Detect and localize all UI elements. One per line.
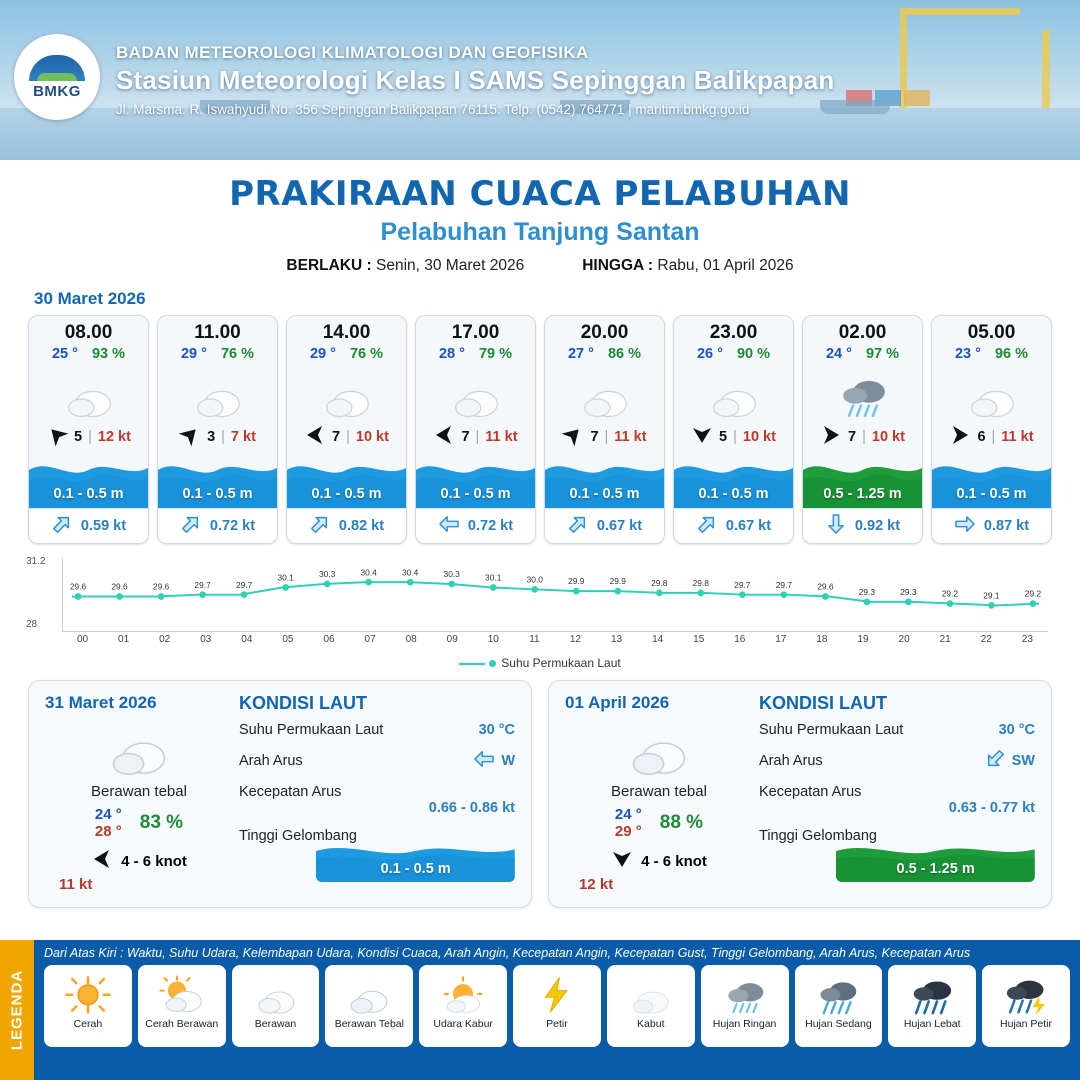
weather-hujan-petir-icon: [1000, 971, 1052, 1019]
weather-cerah-icon: [62, 971, 114, 1019]
panel-temp-min: 24 °: [94, 806, 122, 823]
forecast-card: [673, 315, 794, 544]
wind-gust: 10 kt: [871, 429, 905, 445]
chart-y-min: 28: [26, 619, 38, 630]
panel-humidity: 83 %: [139, 812, 184, 833]
forecast-card: [157, 315, 278, 544]
panel-current-direction-arrow-icon: [473, 750, 495, 772]
svg-text:29.8: 29.8: [651, 577, 668, 588]
forecast-time: 11.00: [194, 322, 241, 343]
page-header: [0, 0, 1080, 160]
wind-separator: |: [88, 429, 92, 445]
forecast-humidity: 93 %: [91, 346, 126, 362]
legend-item: [701, 965, 789, 1047]
chart-x-tick: 06: [323, 634, 335, 645]
station-name: Stasiun Meteorologi Kelas I SAMS Sepinggan Balikpapan: [116, 65, 835, 95]
wind-direction-arrow-icon: [46, 426, 68, 448]
current-speed-value: 0.66 - 0.86 kt: [428, 800, 515, 816]
chart-x-tick: 04: [241, 634, 253, 645]
chart-x-tick: 02: [159, 634, 171, 645]
svg-text:29.6: 29.6: [69, 581, 87, 592]
forecast-time: 02.00: [838, 322, 887, 343]
valid-from: [286, 257, 524, 275]
wind-gust: 7 kt: [230, 429, 256, 445]
valid-from-label: BERLAKU :: [286, 257, 372, 274]
chart-x-tick: 21: [939, 634, 951, 645]
legend-side-label: LEGENDA: [8, 969, 26, 1051]
forecast-humidity: 76 %: [220, 346, 255, 362]
wave-height-block: [416, 454, 535, 508]
weather-hujan-sedang-icon: [812, 971, 864, 1019]
wind-speed: 3: [207, 429, 216, 445]
forecast-temperature: 29 °: [309, 346, 336, 362]
svg-text:29.2: 29.2: [941, 588, 959, 599]
svg-text:29.6: 29.6: [817, 581, 834, 592]
svg-text:30.4: 30.4: [402, 567, 419, 578]
wind-separator: |: [475, 429, 480, 445]
legend-item-label: Cerah Berawan: [145, 1018, 219, 1030]
forecast-temperature: 26 °: [696, 346, 723, 362]
wind-direction-arrow-icon: [304, 426, 326, 448]
current-direction-arrow-icon: [954, 515, 976, 537]
legend-item-label: Hujan Ringan: [712, 1018, 777, 1030]
panel-wave-block: [316, 838, 515, 882]
current-direction-arrow-icon: [438, 515, 460, 537]
forecast-card: [415, 315, 536, 544]
current-direction-arrow-icon: [51, 515, 73, 537]
chart-legend: [0, 656, 1080, 670]
forecast-card: [931, 315, 1052, 544]
panel-date: 31 Maret 2026: [45, 693, 157, 712]
forecast-time: 20.00: [580, 322, 629, 343]
forecast-temperature: 29 °: [180, 346, 207, 362]
chart-x-tick: 03: [200, 634, 212, 645]
svg-text:29.6: 29.6: [152, 581, 170, 592]
wave-height: 0.1 - 0.5 m: [569, 486, 640, 502]
panel-wind-direction-arrow-icon: [91, 850, 113, 872]
sea-condition-title: KONDISI LAUT: [239, 693, 367, 713]
forecast-humidity: 79 %: [478, 346, 513, 362]
forecast-time: 08.00: [64, 322, 113, 343]
chart-x-tick: 15: [693, 634, 705, 645]
weather-hujan-ringan-icon: [803, 366, 922, 424]
wind-speed: 7: [332, 429, 341, 445]
wind-direction-arrow-icon: [691, 426, 713, 448]
sst-value: 30 °C: [998, 722, 1035, 738]
forecast-cards: [0, 315, 1080, 544]
chart-x-tick: 19: [857, 634, 869, 645]
valid-from-value: Senin, 30 Maret 2026: [375, 257, 525, 274]
weather-berawan-icon: [932, 366, 1051, 424]
current-direction-arrow-icon: [696, 515, 718, 537]
current-direction-arrow-icon: [825, 515, 847, 537]
chart-x-axis: [62, 634, 1048, 652]
current-speed: 0.67 kt: [725, 518, 772, 534]
legend-item-label: Petir: [546, 1018, 568, 1030]
wave-height-block: [287, 454, 406, 508]
panel-temp-max: 28 °: [94, 823, 122, 840]
weather-petir-icon: [531, 971, 583, 1019]
legend-item: [419, 965, 507, 1047]
chart-x-tick: 07: [364, 634, 376, 645]
current-speed-label: Kecepatan Arus: [239, 784, 342, 800]
legend-item-label: Hujan Lebat: [903, 1018, 961, 1030]
weather-hujan-lebat-icon: [906, 971, 958, 1019]
panel-wind-gust: 12 kt: [579, 876, 614, 893]
panel-wind-range: 4 - 6 knot: [641, 852, 707, 870]
station-address: Jl. Marsma. R. Iswahyudi No. 356 Sepinggan Balikpapan 76115. Telp. (0542) 764771 | maritim.bmkg.go.id: [116, 102, 750, 117]
chart-x-tick: 14: [652, 634, 664, 645]
weather-berawan-tebal-icon: [343, 971, 395, 1019]
sst-value: 30 °C: [478, 722, 515, 738]
wind-separator: |: [862, 429, 866, 445]
panel-temp-min: 24 °: [614, 806, 642, 823]
svg-text:29.3: 29.3: [900, 586, 917, 597]
chart-x-tick: 08: [405, 634, 417, 645]
chart-legend-line-icon: [459, 663, 485, 665]
current-speed: 0.72 kt: [209, 518, 256, 534]
wave-height: 0.1 - 0.5 m: [698, 486, 769, 502]
legend-item: [795, 965, 883, 1047]
wind-speed: 5: [719, 429, 728, 445]
svg-text:29.2: 29.2: [1024, 588, 1042, 599]
current-direction-arrow-icon: [180, 515, 202, 537]
legend-item-label: Cerah: [73, 1018, 103, 1030]
svg-text:29.7: 29.7: [194, 579, 211, 590]
chart-x-tick: 09: [446, 634, 458, 645]
legend-item: [607, 965, 695, 1047]
wave-height: 0.1 - 0.5 m: [956, 486, 1027, 502]
wind-gust: 12 kt: [97, 429, 131, 445]
current-speed: 0.67 kt: [596, 518, 643, 534]
svg-text:29.7: 29.7: [734, 579, 751, 590]
chart-x-tick: 05: [282, 634, 294, 645]
forecast-temperature: 27 °: [567, 346, 594, 362]
valid-to: [582, 257, 793, 275]
svg-text:30.4: 30.4: [360, 567, 377, 578]
wind-gust: 10 kt: [355, 429, 389, 445]
wave-height-label: Tinggi Gelombang: [239, 828, 357, 844]
wind-gust: 11 kt: [485, 429, 518, 445]
svg-text:29.9: 29.9: [609, 576, 626, 587]
chart-x-tick: 17: [775, 634, 787, 645]
wave-height-block: [932, 454, 1051, 508]
svg-text:30.1: 30.1: [485, 572, 502, 583]
legend-item: [513, 965, 601, 1047]
weather-berawan-icon: [416, 366, 535, 424]
forecast-card: [802, 315, 923, 544]
svg-text:30.3: 30.3: [443, 569, 460, 580]
weather-udara-kabur-icon: [437, 971, 489, 1019]
sst-chart: [26, 558, 1054, 654]
wave-height-block: [158, 454, 277, 508]
wind-direction-arrow-icon: [820, 426, 842, 448]
page-title: PRAKIRAAN CUACA PELABUHAN: [229, 174, 851, 214]
panel-wave-height: 0.5 - 1.25 m: [896, 861, 975, 877]
validity-row: [0, 257, 1080, 275]
chart-x-tick: 12: [569, 634, 582, 645]
sst-label: Suhu Permukaan Laut: [239, 722, 384, 738]
svg-text:29.7: 29.7: [775, 579, 793, 590]
wind-gust: 11 kt: [1001, 429, 1034, 445]
panel-wave-block: [836, 838, 1035, 882]
forecast-humidity: 96 %: [994, 346, 1029, 362]
wind-gust: 11 kt: [614, 429, 647, 445]
wave-height-block: [545, 454, 664, 508]
current-direction-value: SW: [1011, 753, 1035, 769]
agency-name: BADAN METEOROLOGI KLIMATOLOGI DAN GEOFISIKA: [116, 43, 589, 62]
wind-speed: 7: [461, 429, 470, 445]
panel-temp-max: 29 °: [614, 823, 642, 840]
legend-item-label: Kabut: [637, 1018, 665, 1030]
panel-date: 01 April 2026: [565, 693, 670, 712]
forecast-time: 14.00: [322, 322, 371, 343]
forecast-humidity: 97 %: [865, 346, 900, 362]
weather-berawan-icon: [287, 366, 406, 424]
weather-hujan-ringan-icon: [719, 971, 771, 1019]
wind-speed: 7: [848, 429, 857, 445]
chart-x-tick: 23: [1021, 634, 1033, 645]
chart-x-tick: 13: [610, 634, 623, 645]
legend-side-label-wrap: [0, 940, 34, 1080]
legend-item: [982, 965, 1070, 1047]
wave-height: 0.1 - 0.5 m: [182, 486, 253, 502]
wind-direction-arrow-icon: [433, 426, 455, 448]
panel-condition: Berawan tebal: [91, 783, 187, 800]
wave-height: 0.5 - 1.25 m: [823, 486, 902, 502]
chart-x-tick: 11: [529, 634, 540, 645]
current-speed-label: Kecepatan Arus: [759, 784, 862, 800]
wave-height: 0.1 - 0.5 m: [53, 486, 124, 502]
sea-condition-title: KONDISI LAUT: [759, 693, 887, 713]
legend-item-label: Udara Kabur: [433, 1018, 493, 1030]
sst-label: Suhu Permukaan Laut: [759, 722, 904, 738]
wave-height-block: [674, 454, 793, 508]
forecast-card: [286, 315, 407, 544]
chart-x-tick: 01: [118, 634, 130, 645]
current-direction-value: W: [501, 753, 515, 769]
weather-berawan-icon: [29, 366, 148, 424]
title-block: [0, 160, 1080, 275]
legend-bar: [0, 940, 1080, 1080]
weather-cerah-berawan-icon: [156, 971, 208, 1019]
forecast-temperature: 23 °: [954, 346, 981, 362]
current-speed: 0.82 kt: [338, 518, 385, 534]
bmkg-logo: [14, 34, 100, 120]
svg-text:29.9: 29.9: [568, 576, 585, 587]
chart-x-tick: 16: [734, 634, 746, 645]
daily-forecast-panel: [548, 680, 1052, 908]
weather-berawan-tebal-icon: [45, 717, 233, 781]
wind-speed: 5: [74, 429, 83, 445]
legend-item: [138, 965, 226, 1047]
legend-item: [44, 965, 132, 1047]
forecast-time: 23.00: [709, 322, 758, 343]
chart-x-tick: 18: [816, 634, 828, 645]
wave-height: 0.1 - 0.5 m: [440, 486, 511, 502]
svg-text:30.1: 30.1: [277, 572, 294, 583]
chart-x-tick: 20: [898, 634, 910, 645]
wind-separator: |: [221, 429, 225, 445]
weather-berawan-icon: [250, 971, 302, 1019]
panel-current-direction-arrow-icon: [984, 750, 1006, 772]
forecast-humidity: 86 %: [607, 346, 642, 362]
legend-items: [44, 965, 1070, 1047]
current-speed: 0.92 kt: [854, 518, 901, 534]
legend-item-label: Hujan Petir: [1000, 1018, 1052, 1030]
wind-direction-arrow-icon: [179, 426, 201, 448]
forecast-day-label: 30 Maret 2026: [34, 289, 146, 308]
wave-height-label: Tinggi Gelombang: [759, 828, 877, 844]
chart-legend-dot-icon: [489, 660, 496, 667]
valid-to-value: Rabu, 01 April 2026: [657, 257, 794, 274]
daily-forecast-panel: [28, 680, 532, 908]
chart-legend-label: Suhu Permukaan Laut: [501, 656, 621, 670]
legend-item-label: Berawan Tebal: [334, 1018, 404, 1030]
legend-item: [232, 965, 320, 1047]
current-speed-value: 0.63 - 0.77 kt: [948, 800, 1035, 816]
panel-humidity: 88 %: [659, 812, 704, 833]
daily-panels: [0, 670, 1080, 908]
current-direction-arrow-icon: [567, 515, 589, 537]
svg-text:30.3: 30.3: [318, 569, 336, 580]
panel-wave-height: 0.1 - 0.5 m: [380, 861, 451, 877]
wind-direction-arrow-icon: [949, 426, 971, 448]
current-direction-label: Arah Arus: [239, 753, 303, 769]
svg-text:29.8: 29.8: [692, 577, 709, 588]
valid-to-label: HINGGA :: [582, 257, 654, 274]
wind-separator: |: [733, 429, 737, 445]
svg-text:29.3: 29.3: [858, 586, 876, 597]
panel-condition: Berawan tebal: [611, 783, 707, 800]
forecast-temperature: 28 °: [438, 346, 465, 362]
forecast-temperature: 24 °: [825, 346, 852, 362]
forecast-time: 05.00: [967, 322, 1016, 343]
weather-kabut-icon: [625, 971, 677, 1019]
current-direction-label: Arah Arus: [759, 753, 823, 769]
wave-height-block: [803, 454, 922, 508]
wave-height-block: [29, 454, 148, 508]
wind-speed: 6: [977, 429, 986, 445]
wind-gust: 10 kt: [742, 429, 776, 445]
chart-x-tick: 10: [487, 634, 499, 645]
forecast-time: 17.00: [451, 322, 500, 343]
svg-text:29.7: 29.7: [235, 579, 253, 590]
forecast-card: [544, 315, 665, 544]
legend-item-label: Hujan Sedang: [805, 1018, 872, 1030]
forecast-humidity: 76 %: [349, 346, 384, 362]
chart-x-tick: 00: [76, 634, 89, 645]
current-direction-arrow-icon: [309, 515, 331, 537]
wind-separator: |: [991, 429, 996, 445]
bmkg-logo-arc-icon: [29, 55, 85, 81]
weather-berawan-icon: [158, 366, 277, 424]
weather-berawan-icon: [674, 366, 793, 424]
bmkg-logo-text: BMKG: [33, 82, 81, 100]
panel-wind-direction-arrow-icon: [611, 850, 633, 872]
forecast-card: [28, 315, 149, 544]
current-speed: 0.87 kt: [983, 518, 1030, 534]
legend-note: Dari Atas Kiri : Waktu, Suhu Udara, Kelembapan Udara, Kondisi Cuaca, Arah Angin, Kecepatan Angin, Kecepatan Gust, Tinggi Gelombang, Arah Arus, Kecepatan Arus: [44, 946, 971, 960]
current-speed: 0.59 kt: [80, 518, 127, 534]
panel-wind-gust: 11 kt: [59, 876, 93, 893]
legend-item: [888, 965, 976, 1047]
panel-wind-range: 4 - 6 knot: [121, 852, 187, 870]
chart-x-tick: 22: [980, 634, 992, 645]
chart-y-max: 31.2: [26, 556, 46, 567]
wind-speed: 7: [590, 429, 599, 445]
wind-direction-arrow-icon: [562, 426, 584, 448]
forecast-temperature: 25 °: [51, 346, 78, 362]
weather-berawan-icon: [545, 366, 664, 424]
wave-height: 0.1 - 0.5 m: [311, 486, 382, 502]
port-name: Pelabuhan Tanjung Santan: [380, 218, 700, 246]
svg-text:29.6: 29.6: [111, 581, 128, 592]
wind-separator: |: [346, 429, 350, 445]
legend-item-label: Berawan: [254, 1018, 297, 1030]
chart-plot-area: [62, 558, 1048, 632]
svg-text:30.0: 30.0: [526, 574, 543, 585]
forecast-humidity: 90 %: [736, 346, 771, 362]
svg-text:29.1: 29.1: [983, 590, 1000, 601]
legend-item: [325, 965, 413, 1047]
wind-separator: |: [604, 429, 609, 445]
current-speed: 0.72 kt: [467, 518, 514, 534]
weather-berawan-tebal-icon: [565, 717, 753, 781]
